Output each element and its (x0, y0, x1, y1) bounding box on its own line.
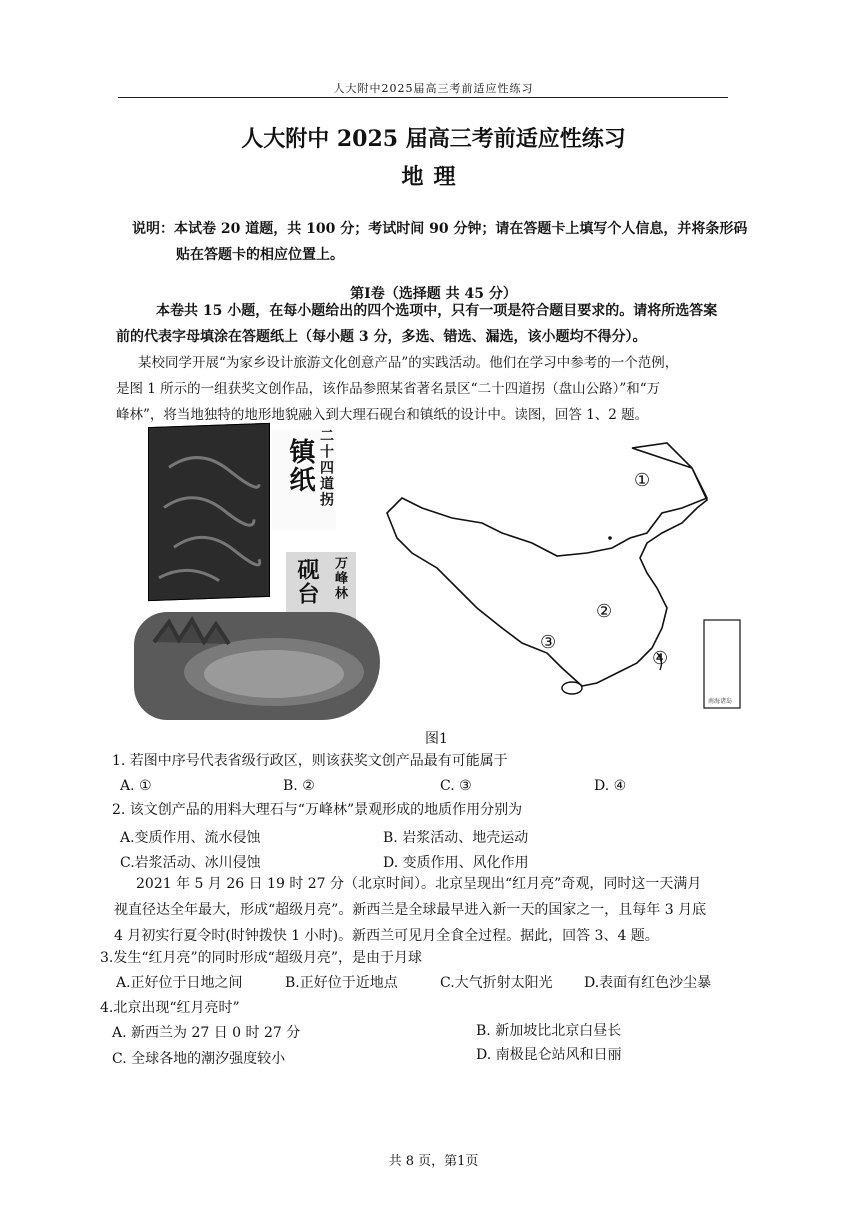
q1-option-d[interactable]: D. ④ (594, 778, 627, 794)
q4-option-b[interactable]: B. 新加坡比北京白昼长 (476, 1023, 622, 1039)
yantai-label: 砚台 (294, 558, 320, 606)
q1-option-a[interactable]: A. ① (120, 778, 152, 794)
inset-label: 南海诸岛 (708, 698, 733, 705)
q2-option-b[interactable]: B. 岩浆活动、地壳运动 (383, 830, 529, 846)
marker-3: ③ (540, 632, 557, 653)
q4-stem: 4.北京出现“红月亮时” (100, 1000, 240, 1016)
beijing-dot (608, 536, 612, 540)
q3-option-c[interactable]: C.大气折射太阳光 (440, 975, 553, 991)
q4-option-c[interactable]: C. 全球各地的潮汐强度较小 (112, 1051, 286, 1067)
wanfenglin-label: 万峰林 (332, 556, 347, 601)
q2-option-a[interactable]: A.变质作用、流水侵蚀 (120, 830, 261, 846)
china-map (382, 438, 742, 720)
instructions-line2: 贴在答题卡的相应位置上。 (176, 247, 344, 263)
paperweight-pattern (149, 424, 269, 600)
q4-option-d[interactable]: D. 南极昆仑站风和日丽 (476, 1047, 622, 1063)
passage1-line1: 某校同学开展“为家乡设计旅游文化创意产品”的实践活动。他们在学习中参考的一个范例， (138, 355, 679, 371)
passage2-line1: 2021 年 5 月 26 日 19 时 27 分（北京时间）。北京呈现出“红月亮”奇观，同时这一天满月 (136, 876, 702, 892)
q1-stem: 1. 若图中序号代表省级行政区，则该获奖文创产品最有可能属于 (112, 753, 508, 769)
passage2-line2: 视直径达全年最大，形成“超级月亮”。新西兰是全球最早进入新一天的国家之一，且每年 3 月底 (114, 902, 707, 918)
q3-stem: 3.发生“红月亮”的同时形成“超级月亮”，是由于月球 (100, 950, 422, 966)
page-footer: 共 8 页，第1页 (388, 1154, 479, 1169)
q1-option-b[interactable]: B. ② (283, 778, 315, 794)
marker-4: ④ (652, 648, 669, 669)
instructions-line1 (132, 216, 747, 242)
hainan-outline (562, 682, 582, 694)
q3-option-d[interactable]: D.表面有红色沙尘暴 (584, 975, 712, 991)
q4-option-a[interactable]: A. 新西兰为 27 日 0 时 27 分 (112, 1025, 301, 1041)
q2-option-d[interactable]: D. 变质作用、风化作用 (383, 855, 529, 871)
q2-stem: 2. 该文创产品的用料大理石与“万峰林”景观形成的地质作用分别为 (112, 802, 523, 818)
q2-option-c[interactable]: C.岩浆活动、冰川侵蚀 (120, 855, 261, 871)
paperweight-photo (148, 423, 270, 601)
exam-subject: 地理 (401, 164, 466, 190)
running-header: 人大附中2025届高三考前适应性练习 (333, 82, 534, 95)
passage1-line3: 峰林”，将当地独特的地形地貌融入到大理石砚台和镇纸的设计中。读图，回答 1、2 题。 (116, 407, 649, 423)
header-rule (118, 97, 728, 98)
exam-title: 人大附中 2025 届高三考前适应性练习 (241, 126, 626, 152)
zhenzhi-label: 镇纸 (285, 438, 315, 494)
figure-caption: 图1 (425, 731, 448, 747)
q3-option-a[interactable]: A.正好位于日地之间 (116, 975, 243, 991)
marker-2: ② (596, 601, 613, 622)
instructions-label: 说明： (132, 221, 174, 237)
passage1-line2: 是图 1 所示的一组获奖文创作品，该作品参照某省著名景区“二十四道拐（盘山公路）”和“万 (116, 381, 661, 397)
section-intro-1: 本卷共 15 小题，在每小题给出的四个选项中，只有一项是符合题目要求的。请将所选答案 (156, 303, 718, 319)
marker-1: ① (634, 470, 651, 491)
inkstone-photo (134, 612, 380, 720)
instructions-text-1: 本试卷 20 道题，共 100 分；考试时间 90 分钟；请在答题卡上填写个人信息，并将条形码 (174, 221, 748, 237)
inkstone-pattern (134, 612, 380, 720)
south-sea-inset (704, 620, 740, 708)
passage2-line3: 4 月初实行夏令时(时钟拨快 1 小时)。新西兰可见月全食全过程。据此，回答 3、4 题。 (114, 928, 659, 944)
q1-option-c[interactable]: C. ③ (440, 778, 472, 794)
q3-option-b[interactable]: B.正好位于近地点 (285, 975, 398, 991)
section-heading: 第Ⅰ卷（选择题 共 45 分） (350, 286, 517, 302)
section-intro-2: 前的代表字母填涂在答题纸上（每小题 3 分，多选、错选、漏选，该小题均不得分）。 (116, 329, 647, 345)
label-24-turns: 二十四道拐 (318, 428, 334, 508)
